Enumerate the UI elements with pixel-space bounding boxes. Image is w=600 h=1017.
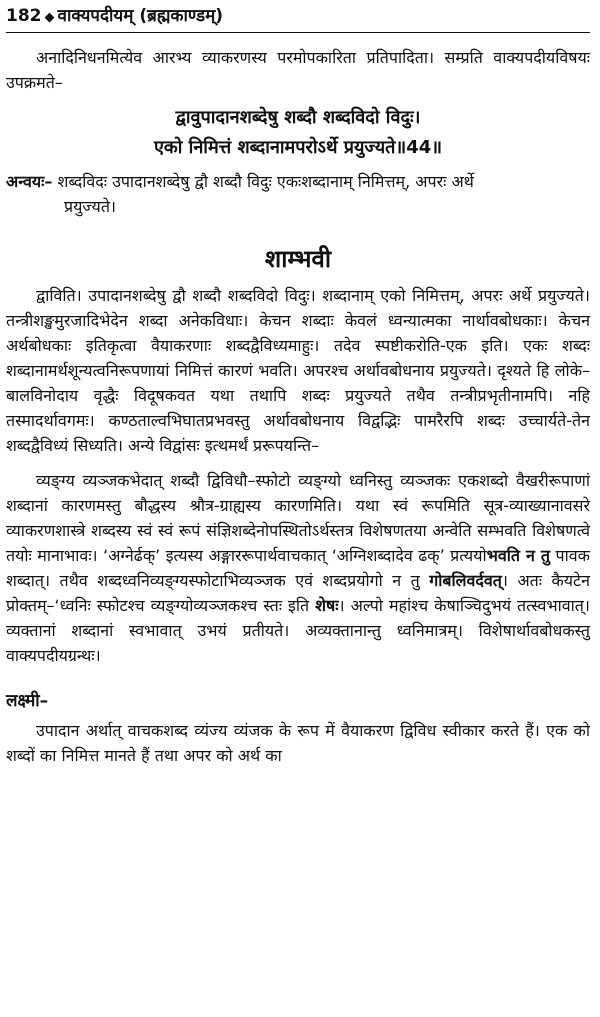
header-rule	[6, 32, 590, 33]
page-number: 182	[6, 6, 42, 26]
shambhavi-paragraph-1: द्वाविति। उपादानशब्देषु द्वौ शब्दौ शब्दविदो विदुः। शब्दानाम् एको निमित्तम्, अपरः अर्थे प्रयुज्यते। तन्त्रीशङ्खमुरजादिभेदेन शब्दा अनेकविधाः। केचन शब्दाः केवलं ध्वन्यात्मका नार्थावबोधकाः। केचन अर्थबोधकाः इतिकृत्वा वैयाकरणाः शब्दद्वैविध्यमाहुः। तदेव स्पष्टीकरोति-एक इति। एकः शब्दः शब्दानामर्थशून्यत्वनिरूपणायां निमित्तं कारणं भवति। अपरश्च अर्थावबोधनाय प्रयुज्यते। दृश्यते हि लोके–बालविनोदाय वृद्धैः विदूषकवत यथा तथापि शब्दः प्रयुज्यते तथैव तन्त्रीप्रभृतीनामपि। नहि तस्मादर्थावगमः। कण्ठताल्वभिघातप्रभवस्तु अर्थावबोधनाय विद्वद्भिः पामरैरपि शब्दः उच्चार्यते-तेन शब्दद्वैविध्यं सिध्यति। अन्ये विद्वांसः इत्थमर्थं प्ररूपयन्ति–	[6, 286, 590, 455]
para2-part-3: । अतः कैयटेन प्रोक्तम्–‘ध्वनिः स्फोटश्च व्यङ्ग्योव्यञ्जकश्च स्तः इति	[6, 571, 590, 615]
para2-bold-3: शेषः	[315, 596, 339, 615]
anvaya-paragraph	[6, 169, 590, 219]
verse-line-1: द्वावुपादानशब्देषु शब्दौ शब्दविदो विदुः।	[175, 107, 421, 128]
verse-block	[6, 103, 590, 163]
verse-line-2: एको निमित्तं शब्दानामपरोऽर्थे प्रयुज्यते॥44॥	[153, 137, 443, 158]
para2-bold-1: भवति न तु	[486, 546, 551, 565]
intro-paragraph: अनादिनिधनमित्येव आरभ्य व्याकरणस्य परमोपकारिता प्रतिपादिता। सम्प्रति वाक्यपदीयविषयः उपक्रमते–	[6, 48, 590, 92]
shambhavi-paragraph-2	[6, 468, 590, 668]
lakshmi-paragraph: उपादान अर्थात् वाचकशब्द व्यंज्य व्यंजक के रूप में वैयाकरण द्विविध स्वीकार करते हैं। एक को शब्दों का निमित्त मानते हैं तथा अपर को अर्थ का	[6, 721, 590, 765]
separator-diamond-icon: ◆	[44, 10, 55, 25]
anvaya-label: अन्वयः–	[6, 172, 53, 191]
running-head-title: वाक्यपदीयम् (ब्रह्मकाण्डम्)	[57, 6, 223, 26]
para2-part-4: । अल्पो महांश्च केषाञ्चिदुभयं तत्स्वभावात्। व्यक्तानां शब्दानां स्वभावात् उभयं प्रतीयते। अव्यक्तानान्तु ध्वनिमात्रम्। विशेषार्थावबोधकस्तु वाक्यपदीयग्रन्थः।	[6, 596, 590, 665]
section-heading-shambhavi: शाम्भवी	[264, 245, 332, 273]
para2-bold-2: गोबलिवर्दवत्	[429, 571, 502, 590]
para2-part-1: व्यङ्ग्य व्यञ्जकभेदात् शब्दौ द्विविधौ–स्फोटो व्यङ्ग्यो ध्वनिस्तु व्यञ्जकः एकशब्दो वैखरीरूपाणां शब्दानां कारणमस्तु बौद्धस्य श्रौत्र-ग्राह्यस्य कारणमिति। यथा स्वं रूपमिति सूत्र-व्याख्यानावसरे व्याकरणशास्त्रे शब्दस्य स्वं स्वं रूपं संज्ञिशब्देनोपस्थितोऽर्थस्तत्र विशेषणतया अन्वेति सम्भवति विशेषणत्वे तयोः मानाभावः। ‘अग्नेर्ढक्’ इत्यस्य अङ्गाररूपार्थवाचकात् ‘अग्निशब्दादेव ढक्’ प्रत्ययो	[6, 471, 590, 565]
anvaya-text: शब्दविदः उपादानशब्देषु द्वौ शब्दौ विदुः एकःशब्दानाम् निमित्तम्, अपरः अर्थे	[57, 172, 474, 191]
anvaya-text-continued: प्रयुज्यते।	[64, 197, 117, 216]
section-heading-lakshmi: लक्ष्मी–	[6, 691, 49, 711]
running-head	[6, 4, 590, 30]
para2-part-2: पावक शब्दात्। तथैव शब्दध्वनिव्यङ्ग्यस्फोटाभिव्यञ्जक एवं शब्दप्रयोगो न तु	[6, 546, 590, 590]
